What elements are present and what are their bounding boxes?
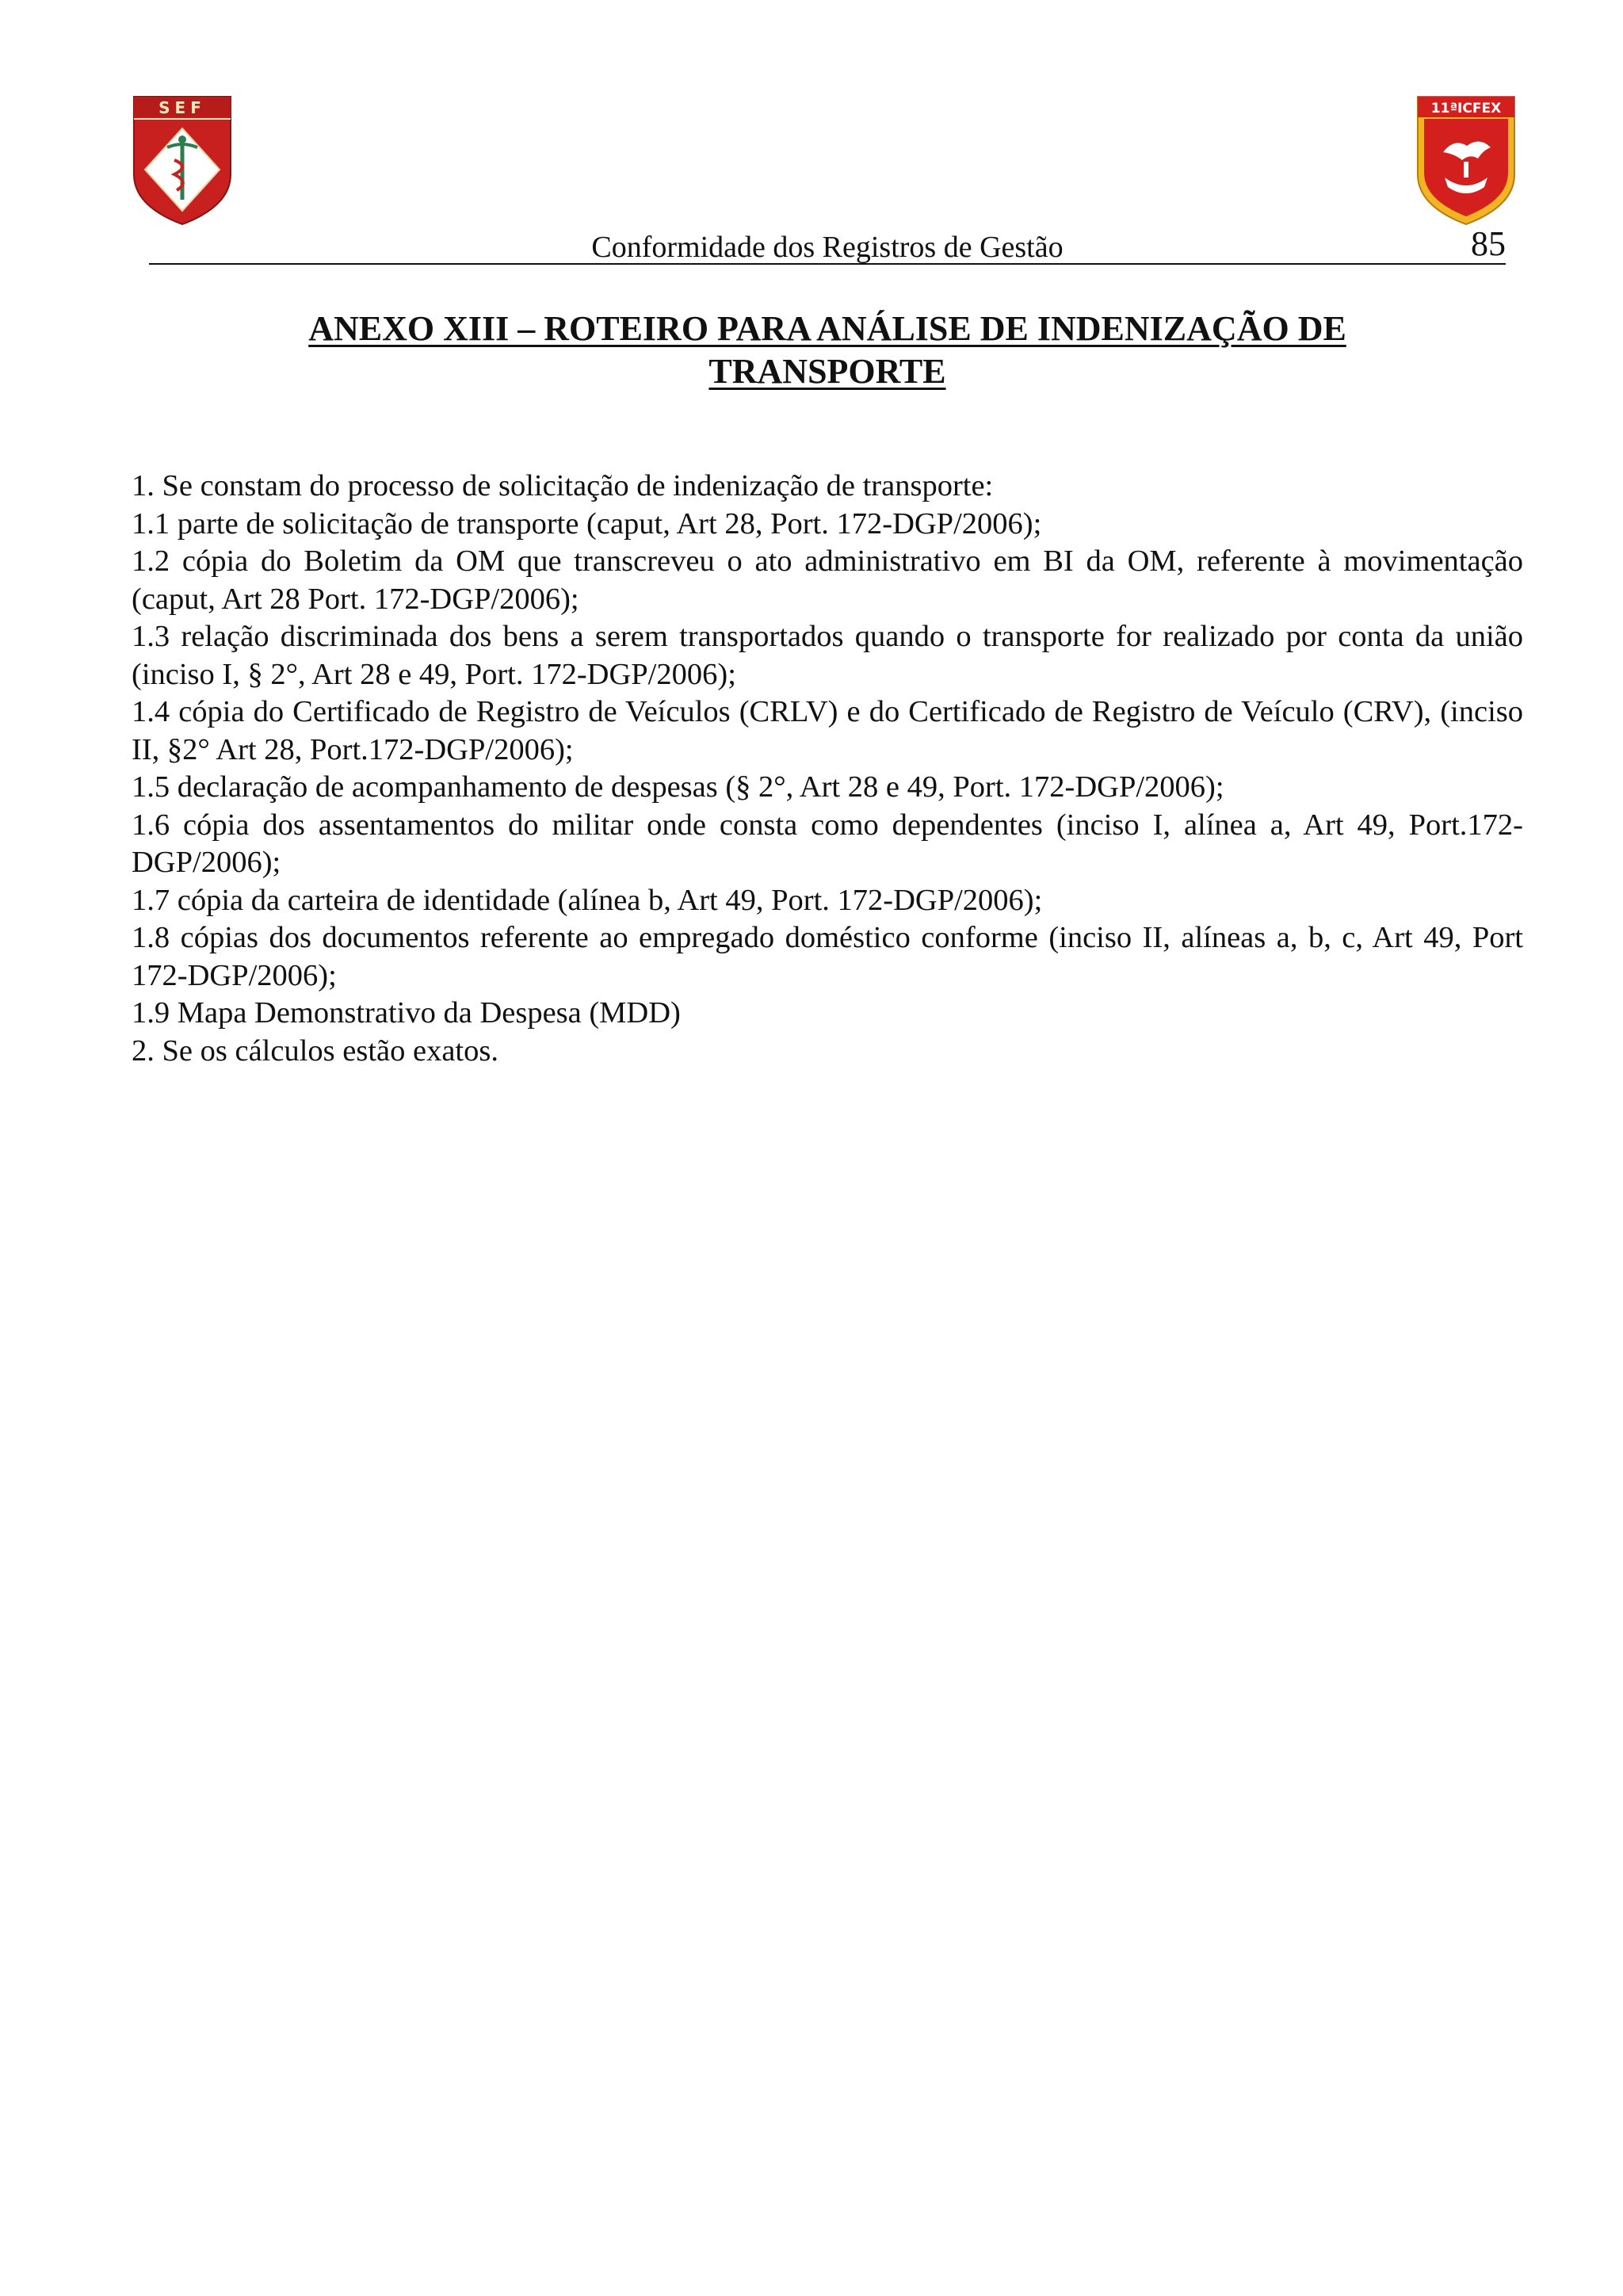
list-item: 1.8 cópias dos documentos referente ao empregado doméstico conforme (inciso II, alíneas a, b, c, Art 49, Port 172-DGP/2006);: [132, 921, 1523, 992]
sef-logo: [131, 95, 234, 226]
svg-text:SEF: SEF: [158, 98, 206, 117]
list-item: 1.2 cópia do Boletim da OM que transcreveu o ato administrativo em BI da OM, referente à movimentação (caput, Art 28 Port. 172-DGP/2006);: [132, 544, 1523, 616]
list-item: 1.9 Mapa Demonstrativo da Despesa (MDD): [132, 996, 681, 1030]
svg-text:11ªICFEX: 11ªICFEX: [1430, 101, 1502, 117]
list-item: 1.5 declaração de acompanhamento de despesas (§ 2°, Art 28 e 49, Port. 172-DGP/2006);: [132, 770, 1224, 804]
list-item: 2. Se os cálculos estão exatos.: [132, 1033, 498, 1068]
list-item: 1.3 relação discriminada dos bens a serem transportados quando o transporte for realizado por conta da união (inciso I, § 2°, Art 28 e 49, Port. 172-DGP/2006);: [132, 620, 1523, 691]
list-item: 1. Se constam do processo de solicitação de indenização de transporte:: [132, 469, 994, 502]
list-item: 1.6 cópia dos assentamentos do militar onde consta como dependentes (inciso I, alínea a, Art 49, Port.172-DGP/2006);: [132, 808, 1523, 879]
document-title: [133, 308, 1522, 393]
icfex-logo: [1415, 95, 1518, 226]
title-line-2: TRANSPORTE: [708, 352, 946, 391]
checklist-body: [132, 468, 1523, 1070]
icfex-shield-icon: [1415, 95, 1518, 226]
list-item: 1.7 cópia da carteira de identidade (alínea b, Art 49, Port. 172-DGP/2006);: [132, 883, 1043, 917]
sef-shield-icon: [131, 95, 234, 226]
page-number: 85: [1471, 224, 1506, 263]
running-title: Conformidade dos Registros de Gestão: [591, 231, 1064, 264]
list-item: 1.1 parte de solicitação de transporte (caput, Art 28, Port. 172-DGP/2006);: [132, 506, 1042, 541]
list-item: 1.4 cópia do Certificado de Registro de Veículos (CRLV) e do Certificado de Registro de Veículo (CRV), (inciso II, §2° Art 28, Port.172-DGP/2006);: [132, 695, 1523, 766]
title-line-1: ANEXO XIII – ROTEIRO PARA ANÁLISE DE INDENIZAÇÃO DE: [308, 309, 1346, 348]
running-header: [149, 224, 1506, 265]
